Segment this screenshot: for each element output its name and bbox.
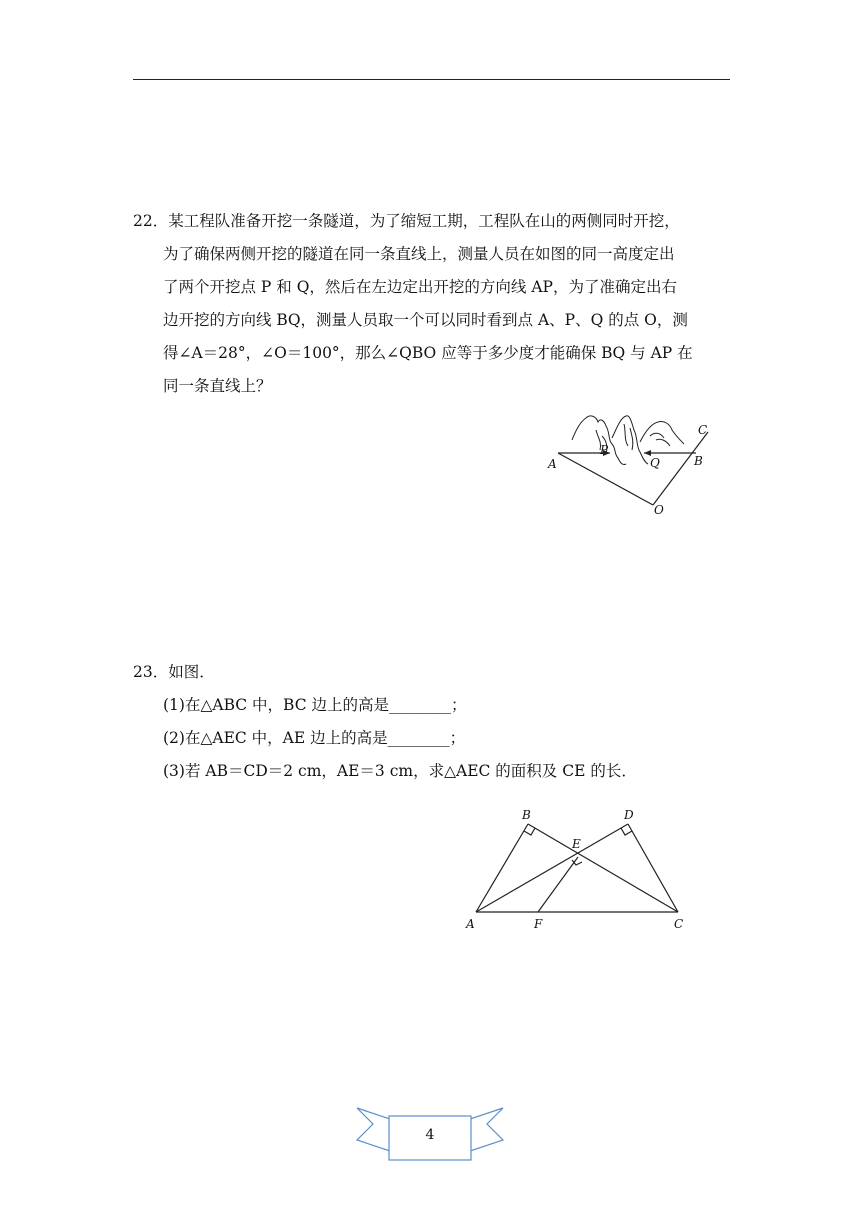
label-E: E [572, 837, 581, 851]
label-C: C [674, 917, 684, 931]
segment-AD [476, 824, 628, 912]
problem-23-part-1: (1)在△ABC 中，BC 边上的高是________； [163, 696, 467, 714]
segment-DC [628, 824, 678, 912]
header-rule [133, 79, 730, 80]
label-P: P [600, 443, 609, 457]
problem-22-line-4: 边开挖的方向线 BQ，测量人员取一个可以同时看到点 A、P、Q 的点 O，测 [163, 311, 688, 329]
mountain-right [640, 421, 684, 444]
problem-23-part-3: (3)若 AB＝CD＝2 cm，AE＝3 cm，求△AEC 的面积及 CE 的长． [163, 762, 637, 780]
problem-22-line-1: 22．某工程队准备开挖一条隧道，为了缩短工期，工程队在山的两侧同时开挖， [133, 212, 680, 230]
segment-BC [528, 824, 678, 912]
label-A: A [548, 457, 557, 471]
label-A: A [466, 917, 475, 931]
tunnel-figure [540, 410, 720, 520]
problem-22-line-6: 同一条直线上？ [163, 377, 272, 395]
line-OC [653, 432, 708, 505]
problem-22-line-3: 了两个开挖点 P 和 Q，然后在左边定出开挖的方向线 AP，为了准确定出右 [163, 278, 677, 296]
problem-22-line-2: 为了确保两侧开挖的隧道在同一条直线上，测量人员在如图的同一高度定出 [163, 245, 675, 263]
triangle-figure [462, 802, 692, 934]
problem-23-title: 23．如图． [133, 663, 215, 681]
label-C: C [698, 423, 708, 437]
label-D: D [624, 808, 634, 822]
problem-23 [133, 656, 733, 788]
problem-22 [133, 205, 733, 403]
label-B: B [522, 808, 531, 822]
problem-23-part-2: (2)在△AEC 中，AE 边上的高是________； [163, 729, 466, 747]
segment-FE [538, 857, 578, 912]
problem-22-line-5: 得∠A＝28°，∠O＝100°，那么∠QBO 应等于多少度才能确保 BQ 与 AP 在 [163, 344, 693, 362]
label-Q: Q [650, 456, 660, 470]
label-B: B [694, 454, 703, 468]
label-O: O [654, 503, 664, 517]
label-F: F [534, 917, 543, 931]
segment-AB [476, 824, 528, 912]
right-angle-E [572, 860, 582, 865]
line-AO [558, 453, 653, 505]
page-number: 4 [425, 1127, 435, 1143]
